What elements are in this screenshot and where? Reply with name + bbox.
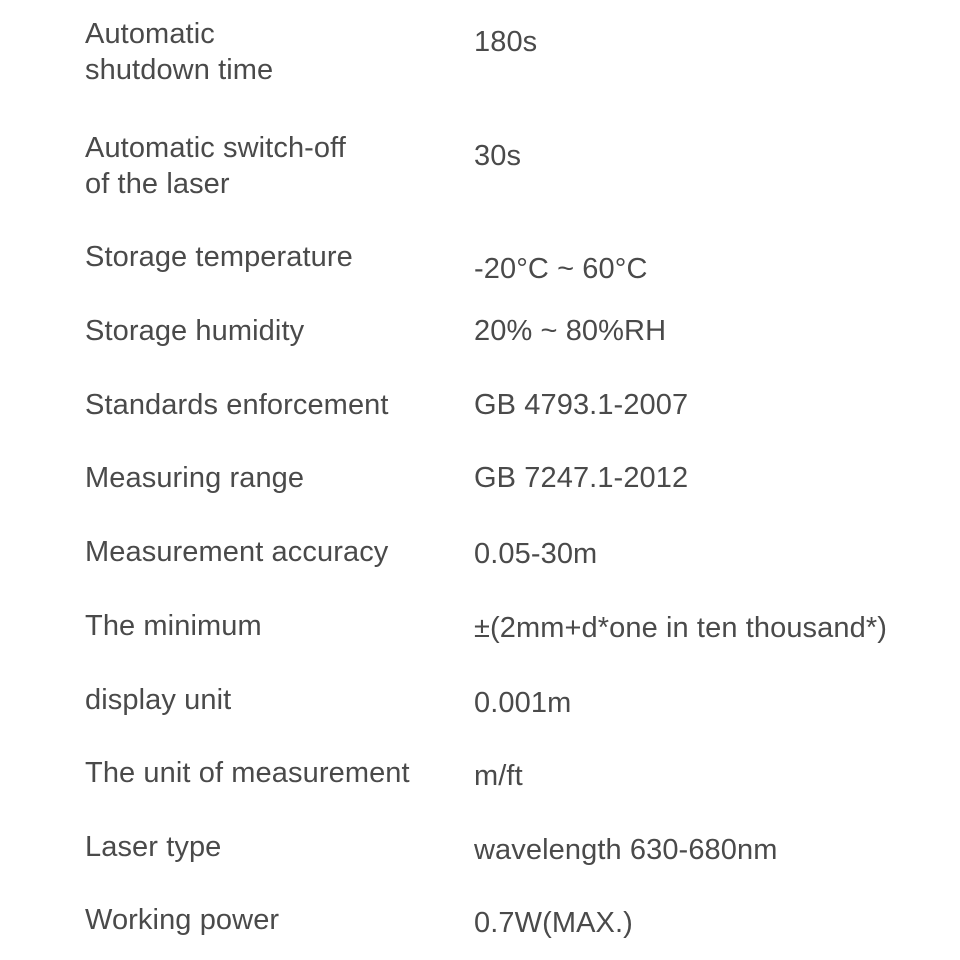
spec-value: -20°C ~ 60°C	[474, 253, 648, 285]
spec-value: 30s	[474, 140, 522, 172]
spec-value: ±(2mm+d*one in ten thousand*)	[474, 612, 887, 644]
spec-label: Laser type	[85, 831, 222, 863]
spec-label: Storage humidity	[85, 315, 305, 347]
spec-value: GB 7247.1-2012	[474, 462, 689, 494]
spec-label: Working power	[85, 904, 280, 936]
spec-label: The minimum	[85, 610, 262, 642]
spec-label: Storage temperature	[85, 241, 353, 273]
spec-label: Standards enforcement	[85, 389, 389, 421]
spec-label: display unit	[85, 684, 232, 716]
spec-value: m/ft	[474, 760, 523, 792]
spec-label: Measuring range	[85, 462, 305, 494]
spec-value: 20% ~ 80%RH	[474, 315, 667, 347]
spec-label: Measurement accuracy	[85, 536, 389, 568]
spec-label: Automatic switch-off of the laser	[85, 132, 346, 200]
spec-value: wavelength 630-680nm	[474, 834, 778, 866]
spec-value: GB 4793.1-2007	[474, 389, 689, 421]
spec-label: The unit of measurement	[85, 757, 410, 789]
spec-value: 0.001m	[474, 687, 572, 719]
spec-value: 0.7W(MAX.)	[474, 907, 633, 939]
spec-value: 180s	[474, 26, 538, 58]
spec-label: Automatic shutdown time	[85, 18, 274, 86]
spec-value: 0.05-30m	[474, 538, 598, 570]
